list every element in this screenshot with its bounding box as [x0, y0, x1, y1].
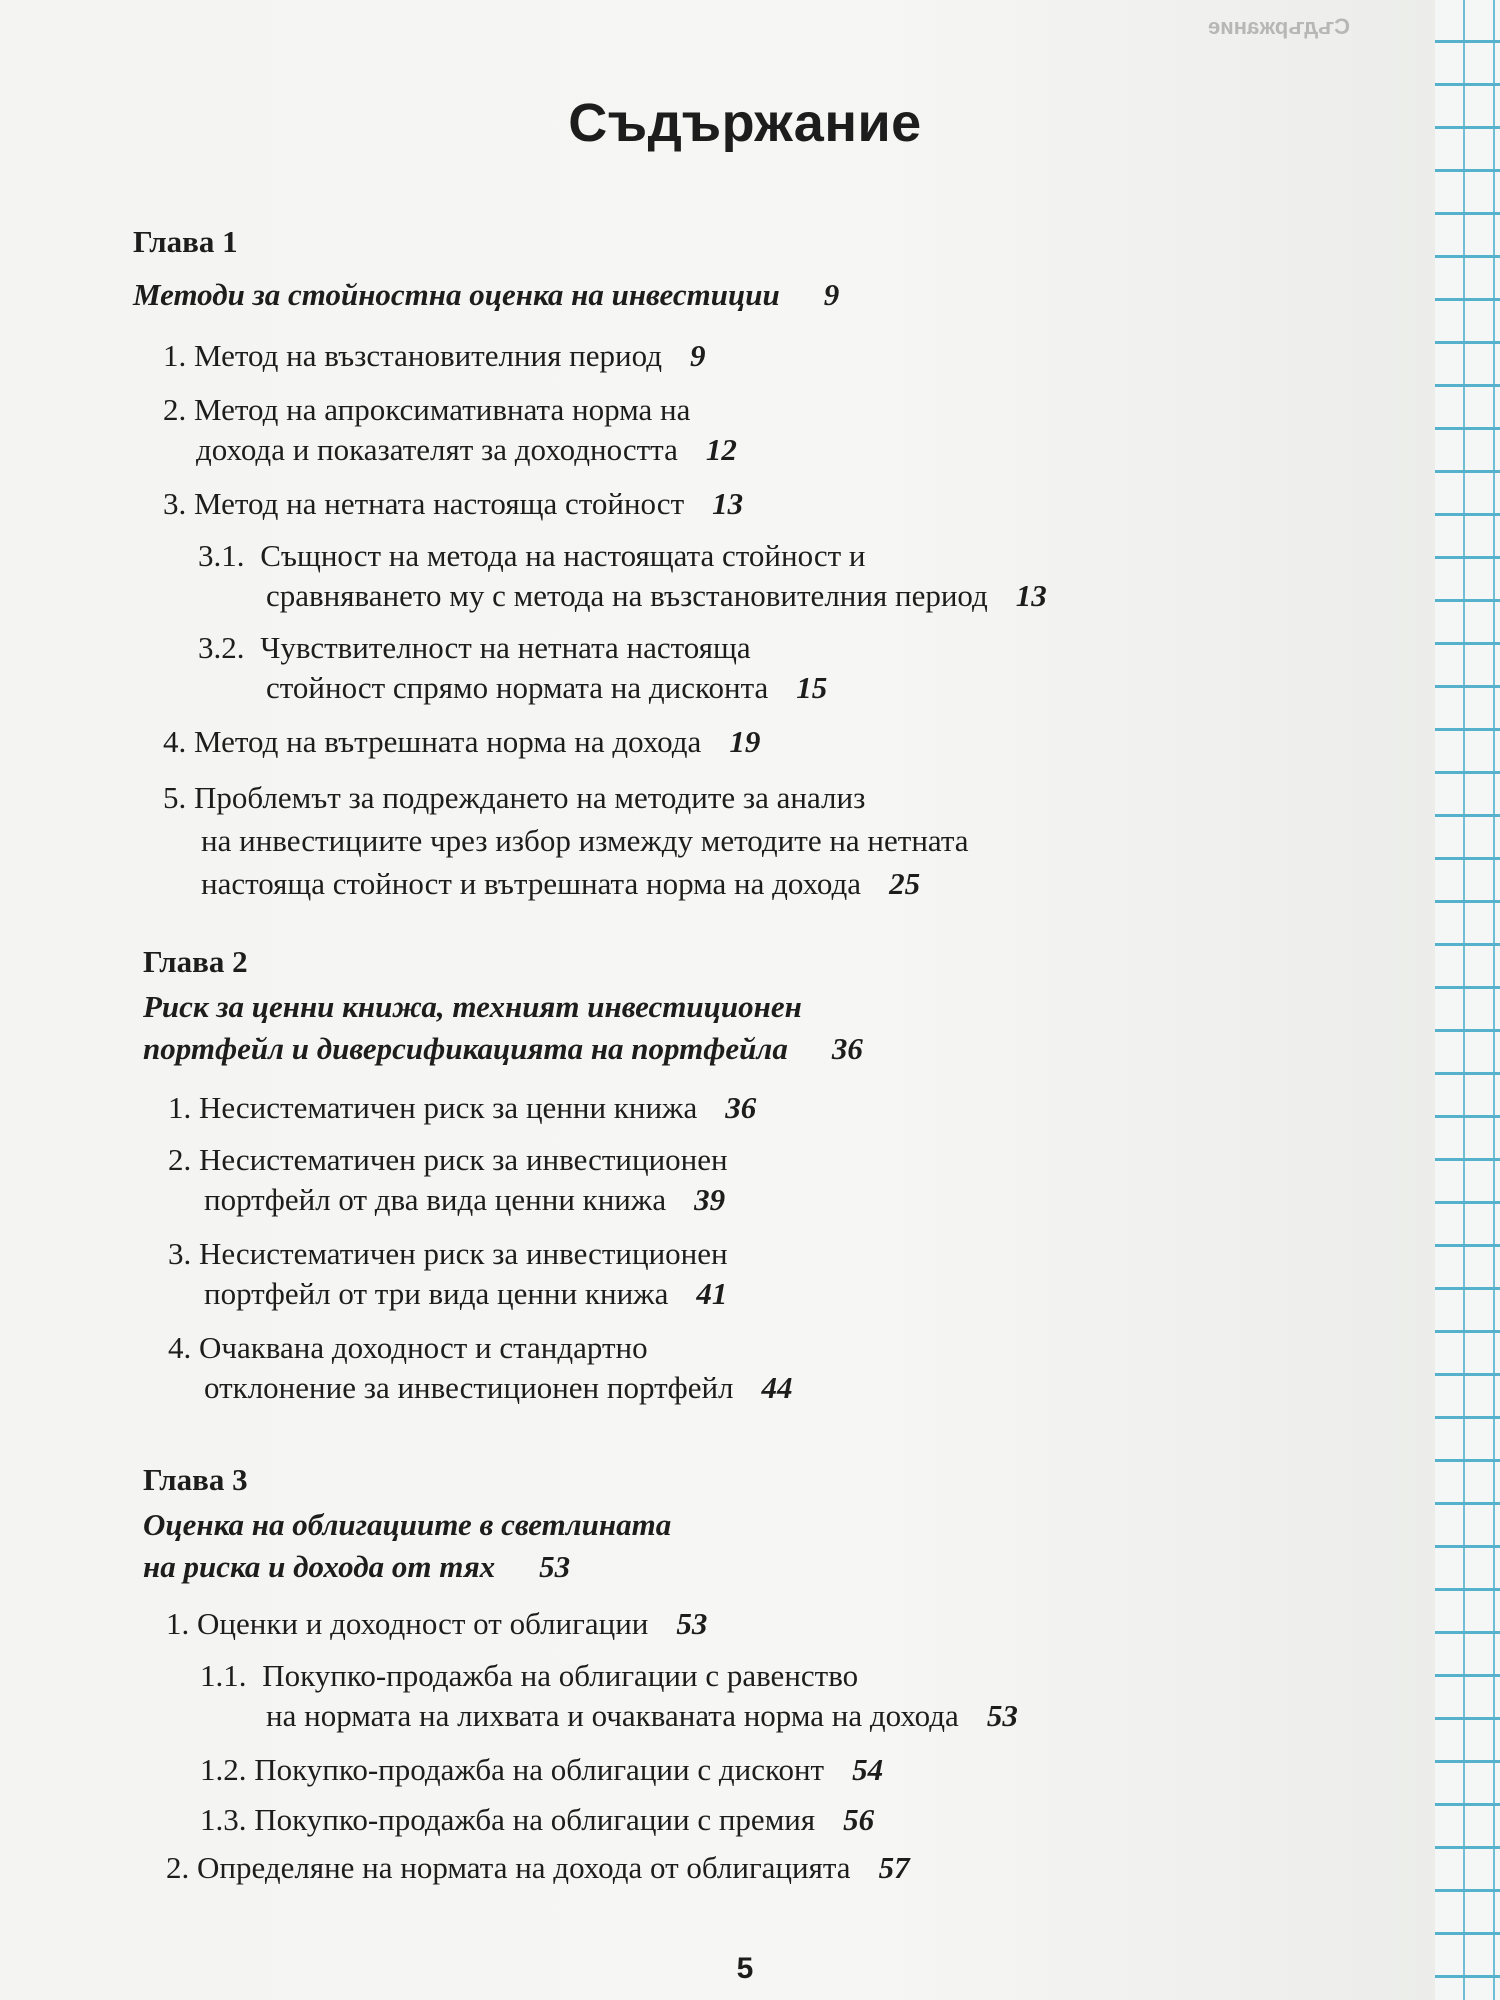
entry-number: 3.1.: [198, 538, 245, 573]
entry-page: 15: [796, 670, 828, 705]
entry-number: 1.1.: [200, 1658, 247, 1693]
toc-entry: [200, 1750, 883, 1790]
chapter-1-page: 9: [823, 277, 840, 312]
entry-number: 1.: [163, 338, 187, 373]
entry-number: 1.: [168, 1090, 192, 1125]
toc-entry: [198, 628, 827, 708]
chapter-3-label: Глава 3: [143, 1462, 248, 1497]
entry-text: на нормата на лихвата и очакваната норма на дохода: [266, 1698, 959, 1733]
entry-text: на инвестициите чрез избор измежду методите на нетната: [201, 823, 969, 858]
bleed-through-header: [1208, 10, 1350, 44]
entry-text: дохода и показателят за доходността: [196, 432, 678, 467]
entry-text: Метод на възстановителния период: [194, 338, 662, 373]
entry-text: портфейл от три вида ценни книжа: [204, 1276, 669, 1311]
entry-text: Определяне на нормата на дохода от облигацията: [197, 1850, 851, 1885]
entry-number: 1.2.: [200, 1752, 247, 1787]
entry-text: Несистематичен риск за инвестиционен: [199, 1236, 728, 1271]
entry-text: портфейл от два вида ценни книжа: [204, 1182, 667, 1217]
entry-page: 36: [725, 1090, 757, 1125]
chapter-2-title-line: Риск за ценни книжа, техният инвестиционен: [143, 989, 802, 1024]
toc-entry: [168, 1140, 728, 1220]
entry-text: Метод на апроксимативната норма на: [194, 392, 691, 427]
entry-page: 54: [852, 1752, 884, 1787]
chapter-3-title-line: Оценка на облигациите в светлината: [143, 1507, 672, 1542]
entry-number: 1.: [166, 1606, 190, 1641]
bleed-through-header-text: Съдържание: [1208, 14, 1350, 39]
entry-text: отклонение за инвестиционен портфейл: [204, 1370, 734, 1405]
toc-entry: [163, 336, 705, 376]
entry-text: Несистематичен риск за инвестиционен: [199, 1142, 728, 1177]
entry-page: 13: [1015, 578, 1047, 613]
chapter-3-title-line: на риска и дохода от тях: [143, 1549, 496, 1584]
entry-text: Чувствителност на нетната настояща: [260, 630, 751, 665]
entry-page: 12: [705, 432, 737, 467]
entry-text: Покупко-продажба на облигации с премия: [254, 1802, 816, 1837]
entry-text: Покупко-продажба на облигации с дисконт: [254, 1752, 825, 1787]
entry-number: 3.: [163, 486, 187, 521]
entry-page: 53: [676, 1606, 708, 1641]
entry-page: 53: [986, 1698, 1018, 1733]
toc-entry: [166, 1604, 707, 1644]
entry-text: стойност спрямо нормата на дисконта: [266, 670, 769, 705]
page-number: 5: [736, 1952, 754, 1985]
toc-entry: [168, 1328, 793, 1408]
toc-entry: [163, 722, 760, 762]
toc-entry: [198, 536, 1047, 616]
entry-text: Същност на метода на настоящата стойност и: [260, 538, 866, 573]
entry-text: настояща стойност и вътрешната норма на дохода: [201, 866, 862, 901]
chapter-2-label: Глава 2: [143, 944, 248, 979]
entry-page: 56: [843, 1802, 875, 1837]
entry-number: 1.3.: [200, 1802, 247, 1837]
chapter-2-page: 36: [831, 1031, 863, 1066]
entry-page: 13: [712, 486, 744, 521]
entry-text: сравняването му с метода на възстановителния период: [266, 578, 988, 613]
toc-entry: [163, 776, 969, 905]
chapter-3-page: 53: [539, 1549, 571, 1584]
entry-page: 25: [889, 866, 921, 901]
entry-text: Покупко-продажба на облигации с равенство: [262, 1658, 859, 1693]
page-title: Съдържание: [568, 93, 922, 153]
entry-page: 9: [689, 338, 706, 373]
chapter-1-title: [133, 274, 839, 316]
entry-text: Метод на нетната настояща стойност: [194, 486, 685, 521]
entry-text: Очаквана доходност и стандартно: [199, 1330, 648, 1365]
entry-number: 3.: [168, 1236, 192, 1271]
entry-number: 2.: [163, 392, 187, 427]
toc-entry: [163, 390, 737, 470]
entry-page: 19: [729, 724, 761, 759]
entry-number: 2.: [166, 1850, 190, 1885]
chapter-2-title: [143, 986, 863, 1070]
entry-text: Несистематичен риск за ценни книжа: [199, 1090, 698, 1125]
chapter-2-title-line: портфейл и диверсификацията на портфейла: [143, 1031, 788, 1066]
toc-entry: [168, 1088, 756, 1128]
entry-text: Проблемът за подреждането на методите за анализ: [194, 780, 866, 815]
toc-entry: [200, 1800, 874, 1840]
entry-page: 41: [696, 1276, 728, 1311]
chapter-1-title-line: Методи за стойностна оценка на инвестиции: [133, 277, 780, 312]
chapter-1-label: Глава 1: [133, 224, 238, 259]
entry-number: 4.: [168, 1330, 192, 1365]
chapter-3-title: [143, 1504, 671, 1588]
toc-entry: [166, 1848, 910, 1888]
toc-entry: [163, 484, 743, 524]
entry-number: 4.: [163, 724, 187, 759]
entry-page: 44: [761, 1370, 793, 1405]
entry-text: Метод на вътрешната норма на дохода: [194, 724, 702, 759]
notebook-edge: [1435, 0, 1500, 2000]
toc-entry: [168, 1234, 728, 1314]
entry-page: 57: [878, 1850, 910, 1885]
entry-page: 39: [694, 1182, 726, 1217]
toc-entry: [200, 1656, 1018, 1736]
entry-number: 3.2.: [198, 630, 245, 665]
entry-number: 2.: [168, 1142, 192, 1177]
entry-text: Оценки и доходност от облигации: [197, 1606, 649, 1641]
entry-number: 5.: [163, 780, 187, 815]
